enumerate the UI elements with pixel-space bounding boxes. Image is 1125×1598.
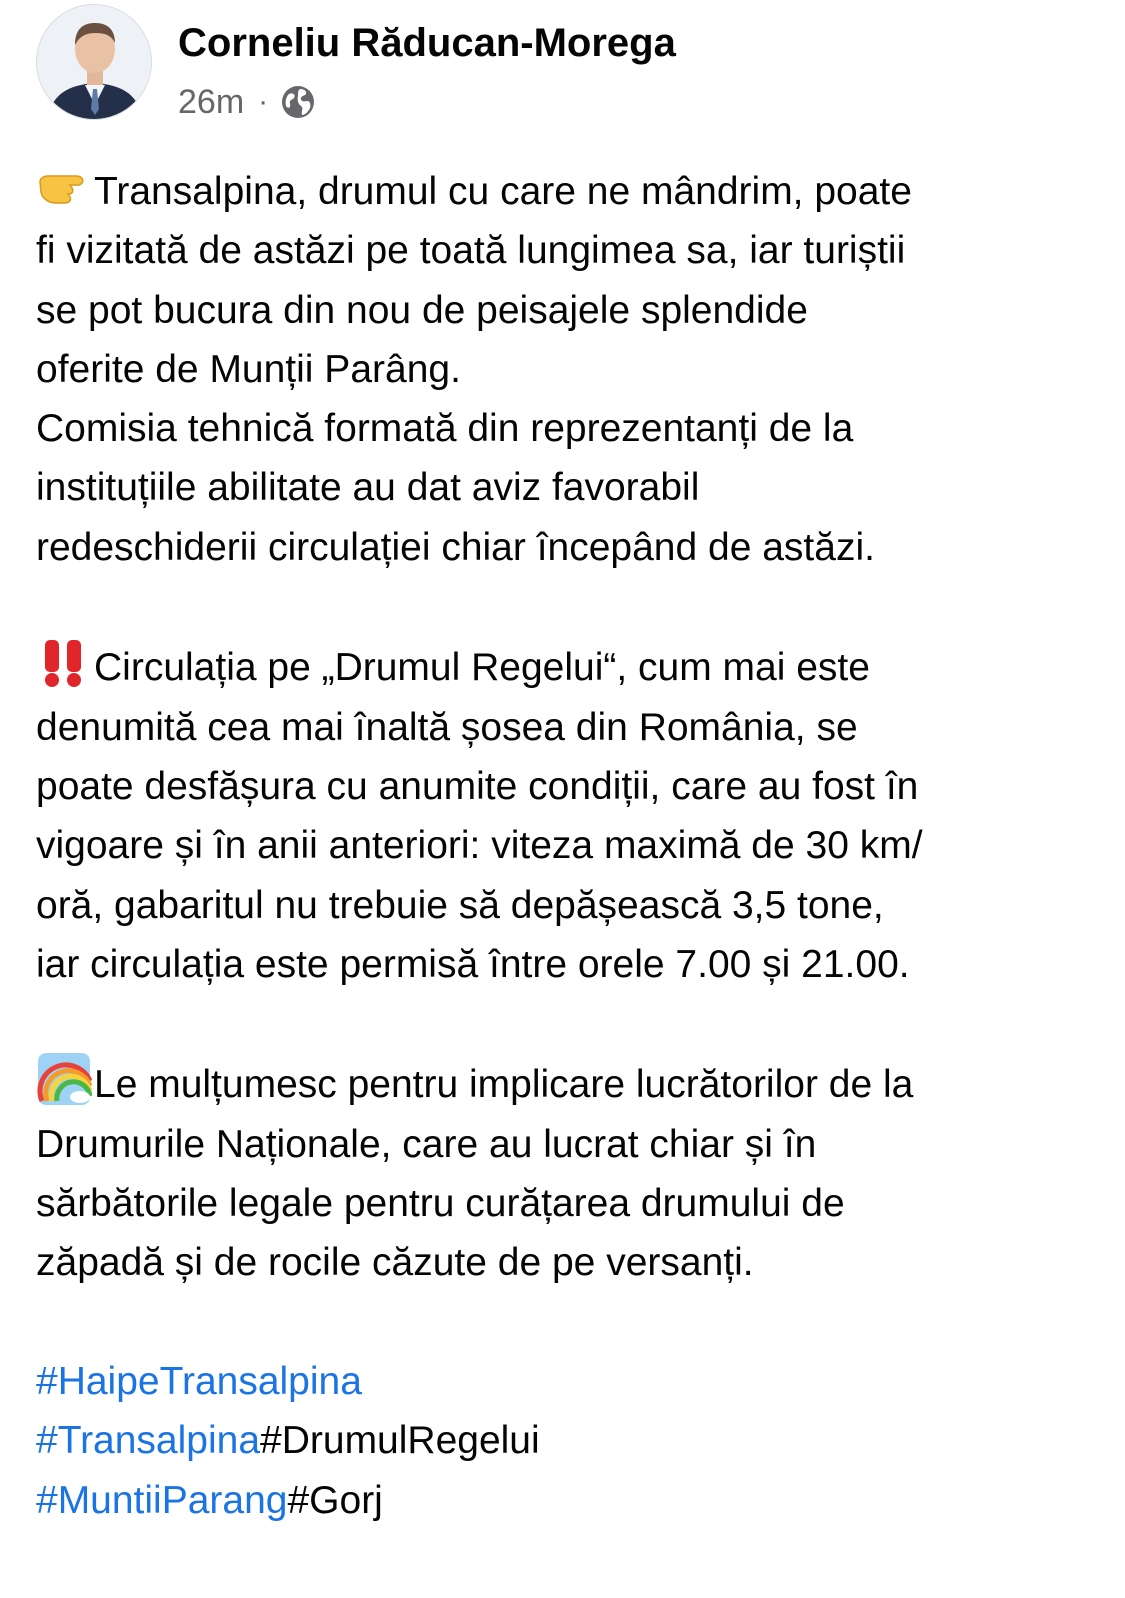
text-line: oferite de Munții Parâng. bbox=[36, 347, 461, 391]
hashtag-line bbox=[36, 1352, 1096, 1411]
text-line: se pot bucura din nou de peisajele splendide bbox=[36, 288, 808, 332]
globe-icon[interactable] bbox=[280, 84, 316, 120]
text-line bbox=[36, 636, 1096, 697]
double-exclamation-emoji-icon bbox=[36, 636, 92, 688]
text-line: fi vizitată de astăzi pe toată lungimea sa, iar turiștii bbox=[36, 229, 906, 273]
hashtag-link[interactable]: #Transalpina bbox=[36, 1419, 261, 1463]
pointing-right-emoji-icon bbox=[36, 160, 92, 212]
hashtags bbox=[36, 1352, 1096, 1530]
paragraph-gap bbox=[36, 994, 1096, 1053]
text-line: oră, gabaritul nu trebuie să depășească 3,5 tone, bbox=[36, 883, 884, 927]
rainbow-emoji-icon bbox=[36, 1053, 92, 1105]
profile-photo-icon bbox=[37, 5, 152, 120]
text-segment: Transalpina, drumul cu care ne mândrim, poate bbox=[94, 170, 912, 213]
text-segment: Le mulțumesc pentru implicare lucrătorilor de la bbox=[94, 1063, 914, 1107]
hashtag-line bbox=[36, 1471, 1096, 1530]
text-line: poate desfășura cu anumite condiții, care au fost în bbox=[36, 764, 919, 808]
paragraph-2 bbox=[36, 636, 1096, 994]
text-line: zăpadă și de rocile căzute de pe versanți. bbox=[36, 1241, 754, 1285]
author-avatar[interactable] bbox=[36, 4, 152, 120]
text-line: vigoare și în anii anteriori: viteza maximă de 30 km/ bbox=[36, 824, 923, 868]
hashtag-text: #DrumulRegelui bbox=[260, 1419, 540, 1463]
text-segment: Circulația pe „Drumul Regelui“, cum mai este bbox=[94, 646, 870, 690]
hashtag-link[interactable]: #HaipeTransalpina bbox=[36, 1359, 362, 1403]
text-line bbox=[36, 1053, 1096, 1114]
text-line: redeschiderii circulației chiar începând de astăzi. bbox=[36, 525, 875, 569]
text-line: Drumurile Naționale, care au lucrat chiar și în bbox=[36, 1122, 817, 1166]
post-header bbox=[36, 4, 676, 124]
hashtag-line bbox=[36, 1411, 1096, 1470]
post-subline bbox=[178, 82, 676, 122]
text-line: sărbătorile legale pentru curățarea drumului de bbox=[36, 1182, 845, 1226]
paragraph-1 bbox=[36, 160, 1096, 577]
separator-dot: · bbox=[258, 85, 269, 118]
hashtag-link[interactable]: #MuntiiParang bbox=[36, 1478, 288, 1522]
text-line: denumită cea mai înaltă șosea din România, se bbox=[36, 705, 858, 749]
hashtag-text: #Gorj bbox=[287, 1478, 383, 1522]
text-line: instituțiile abilitate au dat aviz favorabil bbox=[36, 466, 700, 510]
text-line bbox=[36, 160, 1096, 221]
post-time[interactable]: 26m bbox=[178, 83, 245, 121]
paragraph-gap bbox=[36, 1293, 1096, 1352]
text-line: Comisia tehnică formată din reprezentanți de la bbox=[36, 407, 854, 451]
paragraph-3 bbox=[36, 1053, 1096, 1292]
post-meta bbox=[178, 18, 676, 122]
paragraph-gap bbox=[36, 577, 1096, 636]
post-body bbox=[36, 160, 1096, 1530]
author-name[interactable]: Corneliu Răducan-Morega bbox=[178, 21, 676, 65]
text-line: iar circulația este permisă între orele 7.00 și 21.00. bbox=[36, 942, 910, 986]
